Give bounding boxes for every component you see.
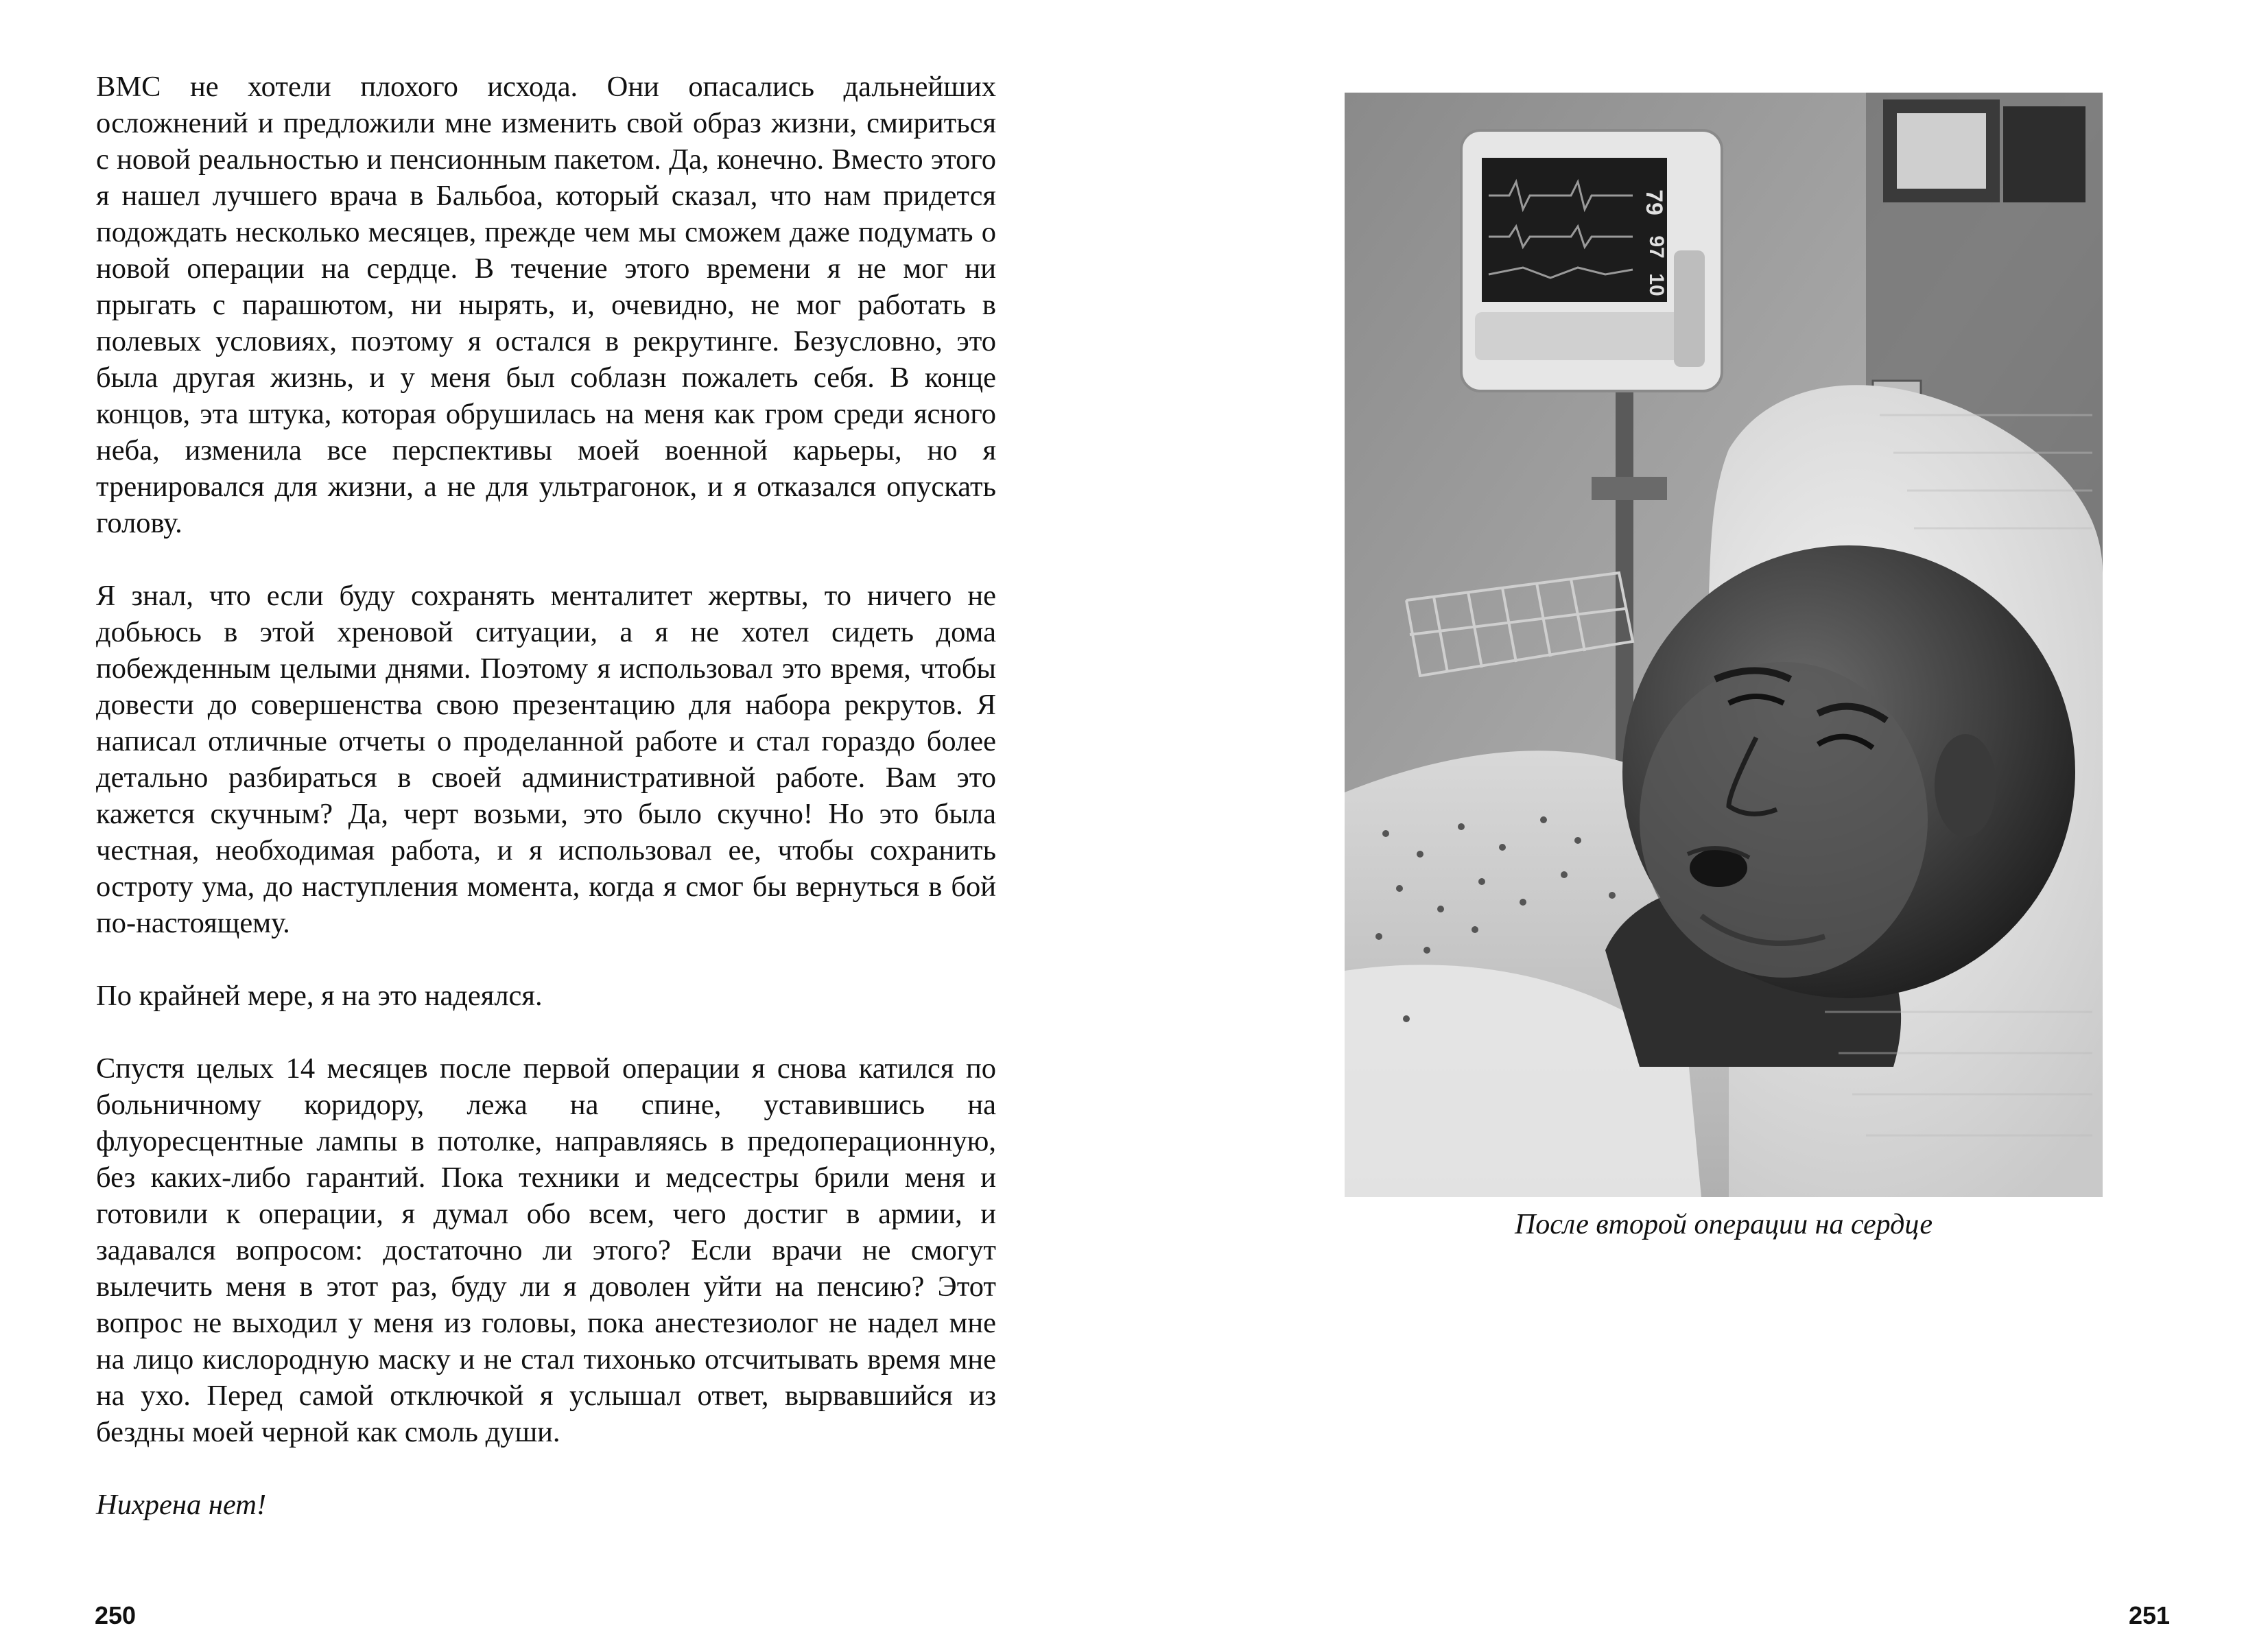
paragraph-4: Спустя целых 14 месяцев после первой операции я снова катился по больничному коридору, лежа на спине, уставившись на флуоресцентные лампы в потолке, направляясь в предоперационную, без каких-либо гарантий. Пока техники и медсестры брили меня и готовили к операции, я думал обо всем, чего достиг в армии, и задавался вопросом: достаточно ли этого? Если врачи не смогут вылечить меня в этот раз, буду ли я доволен уйти на пенсию? Этот вопрос не выходил у меня из головы, пока анестезиолог не надел мне на лицо кислородную маску и не стал тихонько отсчитывать время мне на ухо. Перед самой отключкой я услышал ответ, вырвавшийся из бездны моей черной как смоль души. <box>96 1052 996 1448</box>
monitor-readout-3: 10 <box>1645 273 1668 296</box>
paragraph-5-italic: Нихрена нет! <box>96 1489 267 1521</box>
photo-caption: После второй операции на сердце <box>1514 1209 1933 1240</box>
page-number-left: 250 <box>95 1601 137 1629</box>
hospital-photo <box>1345 93 2103 1197</box>
paragraph-3: По крайней мере, я на это надеялся. <box>96 980 543 1012</box>
body-text <box>96 69 996 1523</box>
paragraph-1: ВМС не хотели плохого исхода. Они опасались дальнейших осложнений и предложили мне изменить свой образ жизни, смириться с новой реальностью и пенсионным пакетом. Да, конечно. Вместо этого я нашел лучшего врача в Бальбоа, который сказал, что нам придется подождать несколько месяцев, прежде чем мы сможем даже подумать о новой операции на сердце. В течение этого времени я не мог ни прыгать с парашютом, ни нырять, и, очевидно, не мог работать в полевых условиях, поэтому я остался в рекрутинге. Безусловно, это была другая жизнь, и у меня был соблазн пожалеть себя. В конце концов, эта штука, которая обрушилась на меня как гром среди ясного неба, изменила все перспективы моей военной карьеры, но я тренировался для жизни, а не для ультрагонок, и я отказался опускать голову. <box>96 71 996 539</box>
left-page <box>0 0 1128 1652</box>
paragraph-2: Я знал, что если буду сохранять менталитет жертвы, то ничего не добьюсь в этой хреновой ситуации, а я не хотел сидеть дома побежденным целыми днями. Поэтому я использовал это время, чтобы довести до совершенства свою презентацию для набора рекрутов. Я написал отличные отчеты о проделанной работе и стал гораздо более детально разбираться в своей административной работе. Вам это кажется скучным? Да, черт возьми, это было скучно! Но это была честная, необходимая работа, и я использовал ее, чтобы сохранить остроту ума, до наступления момента, когда я смог бы вернуться в бой по-настоящему. <box>96 580 996 939</box>
monitor-readout-2: 97 <box>1645 235 1668 259</box>
monitor-readout-1: 79 <box>1641 189 1667 215</box>
right-page <box>1128 0 2257 1652</box>
page-number-right: 251 <box>2129 1601 2171 1629</box>
